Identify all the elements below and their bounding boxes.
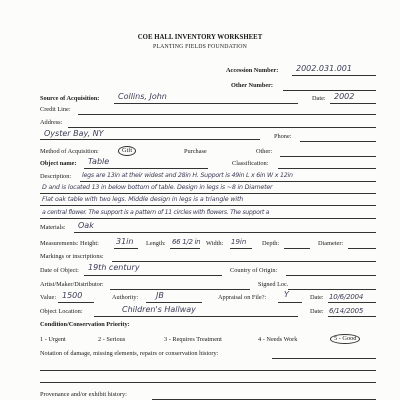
materials-line — [74, 232, 376, 233]
description-text-4[interactable]: a central flower. The support is a pattern of 11 circles with flowers. The support a — [42, 209, 270, 216]
value-value[interactable]: 1500 — [62, 291, 83, 300]
object-name-label: Object name: — [40, 160, 77, 167]
worksheet-subtitle: PLANTING FIELDS FOUNDATION — [152, 44, 248, 50]
source-label: Source of Acquisition: — [40, 95, 100, 102]
date-of-object-label: Date of Object: — [40, 267, 79, 274]
length-value[interactable]: 66 1/2 in — [172, 238, 201, 246]
markings-label: Markings or inscriptions: — [40, 253, 104, 260]
notation-label: Notation of damage, missing elements, repairs or conservation history: — [40, 350, 219, 357]
country-line — [286, 275, 376, 276]
date-of-object-value[interactable]: 19th century — [88, 263, 140, 272]
authority-label: Authority: — [112, 294, 139, 301]
description-text-2[interactable]: D and is located 13 in below bottom of table. Design in legs is ~8 in Diameter — [42, 184, 273, 191]
address-line-2 — [40, 139, 260, 140]
accession-number-line — [292, 75, 376, 76]
width-label: Width: — [206, 240, 224, 247]
date2-line — [328, 302, 376, 303]
object-name-value[interactable]: Table — [88, 157, 110, 166]
artist-label: Artist/Maker/Distributor: — [40, 281, 104, 288]
method-other-line — [280, 156, 376, 157]
description-line-4 — [40, 218, 376, 219]
authority-line — [146, 302, 202, 303]
notation-line-3 — [40, 382, 376, 383]
authority-value[interactable]: JB — [156, 291, 164, 300]
credit-line-line — [78, 114, 376, 115]
accession-number-value[interactable]: 2002.031.001 — [296, 64, 352, 73]
description-text-1[interactable]: legs are 13in at their widest and 28in H. Support is 49in L x 6in W x 12in — [82, 172, 293, 179]
location-label: Object Location: — [40, 308, 83, 315]
depth-line — [284, 248, 310, 249]
location-value[interactable]: Children's Hallway — [122, 305, 196, 314]
condition-option-urgent[interactable]: 1 - Urgent — [40, 336, 66, 343]
length-line — [170, 248, 200, 249]
credit-line-label: Credit Line: — [40, 106, 71, 113]
date2-value[interactable]: 10/6/2004 — [329, 293, 364, 301]
description-label: Description: — [40, 173, 72, 180]
condition-label: Condition/Conservation Priority: — [40, 321, 130, 328]
date1-line — [330, 103, 376, 104]
date-of-object-line — [84, 275, 222, 276]
diameter-label: Diameter: — [318, 240, 344, 247]
markings-line — [112, 261, 376, 262]
classification-label: Classification: — [232, 160, 269, 167]
signed-line — [288, 289, 376, 290]
method-option-gift[interactable]: Gift — [118, 146, 136, 156]
date3-line — [328, 316, 376, 317]
condition-option-serious[interactable]: 2 - Serious — [98, 336, 126, 343]
source-line — [114, 103, 298, 104]
materials-value[interactable]: Oak — [78, 221, 94, 230]
phone-label: Phone: — [274, 133, 292, 140]
description-text-3[interactable]: Flat oak table with two legs. Middle design in legs is a triangle with — [42, 196, 244, 203]
date2-label: Date: — [310, 294, 324, 301]
location-line — [94, 316, 298, 317]
depth-label: Depth: — [262, 240, 280, 247]
value-label: Value: — [40, 294, 57, 301]
description-line-2 — [40, 193, 376, 194]
accession-number-label: Accession Number: — [226, 67, 279, 74]
value-line — [58, 302, 94, 303]
height-value[interactable]: 31in — [116, 237, 134, 246]
signed-label: Signed Loc. — [258, 281, 289, 288]
artist-line — [110, 289, 250, 290]
notation-line-1 — [272, 358, 376, 359]
notation-line-2 — [40, 370, 376, 371]
date1-value[interactable]: 2002 — [334, 92, 355, 101]
diameter-line — [348, 248, 376, 249]
provenance-label: Provenance and/or exhibit history: — [40, 391, 127, 398]
appraisal-label: Appraisal on File?: — [218, 294, 267, 301]
classification-line — [278, 168, 376, 169]
phone-line — [300, 141, 376, 142]
method-label: Method of Acquisition: — [40, 148, 99, 155]
description-line-3 — [40, 205, 376, 206]
date1-label: Date: — [312, 95, 326, 102]
width-line — [230, 248, 252, 249]
worksheet-title: COE HALL INVENTORY WORKSHEET — [137, 34, 263, 41]
length-label: Length: — [146, 240, 166, 247]
condition-option-requires-treatment[interactable]: 3 - Requires Treatment — [164, 336, 222, 343]
materials-label: Materials: — [40, 224, 66, 231]
method-option-other[interactable]: Other: — [256, 148, 273, 155]
date3-value[interactable]: 6/14/2005 — [329, 307, 364, 315]
description-line-1 — [80, 181, 376, 182]
country-label: Country of Origin: — [230, 267, 278, 274]
condition-option-needs-work[interactable]: 4 - Needs Work — [258, 336, 298, 343]
width-value[interactable]: 19in — [231, 238, 247, 246]
other-number-line — [283, 90, 376, 91]
address-label: Address: — [40, 119, 63, 126]
method-option-purchase[interactable]: Purchase — [184, 148, 207, 155]
date3-label: Date: — [310, 308, 324, 315]
height-line — [114, 248, 138, 249]
appraisal-line — [278, 302, 302, 303]
appraisal-value[interactable]: Y — [284, 290, 289, 299]
source-value[interactable]: Collins, John — [118, 92, 167, 101]
address-line-1 — [68, 127, 376, 128]
address-value[interactable]: Oyster Bay, NY — [44, 129, 104, 138]
other-number-label: Other Number: — [231, 82, 274, 89]
measurements-label: Measurements: Height: — [40, 240, 99, 247]
object-name-line — [84, 168, 208, 169]
condition-option-good[interactable]: 5 - Good — [330, 334, 360, 344]
